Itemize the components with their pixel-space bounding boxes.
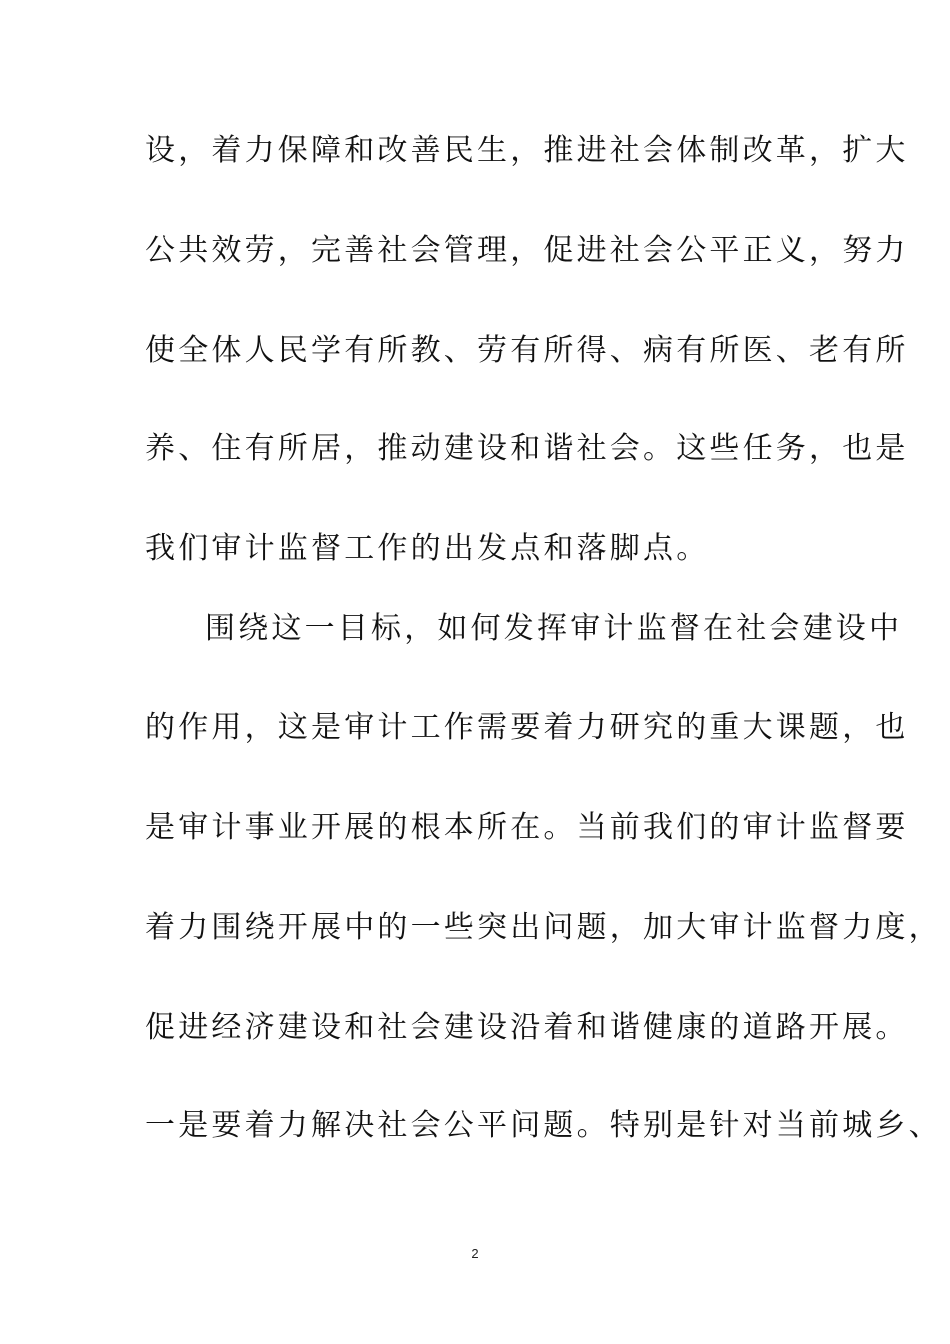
text-line-7: 的作用，这是审计工作需要着力研究的重大课题，也 (145, 710, 909, 745)
text-line-11: 一是要着力解决社会公平问题。特别是针对当前城乡、 (145, 1108, 942, 1143)
text-line-5: 我们审计监督工作的出发点和落脚点。 (145, 531, 710, 566)
text-line-8: 是审计事业开展的根本所在。当前我们的审计监督要 (145, 810, 909, 845)
text-line-2: 公共效劳，完善社会管理，促进社会公平正义，努力 (145, 233, 909, 268)
text-line-9: 着力围绕开展中的一些突出问题，加大审计监督力度， (145, 910, 942, 945)
text-line-4: 养、住有所居，推动建设和谐社会。这些任务，也是 (145, 431, 909, 466)
text-line-10: 促进经济建设和社会建设沿着和谐健康的道路开展。 (145, 1010, 909, 1045)
text-line-1: 设，着力保障和改善民生，推进社会体制改革，扩大 (145, 133, 909, 168)
text-line-3: 使全体人民学有所教、劳有所得、病有所医、老有所 (145, 333, 909, 368)
text-line-6-paragraph-start: 围绕这一目标，如何发挥审计监督在社会建设中 (205, 611, 903, 646)
page-number: 2 (471, 1246, 479, 1261)
